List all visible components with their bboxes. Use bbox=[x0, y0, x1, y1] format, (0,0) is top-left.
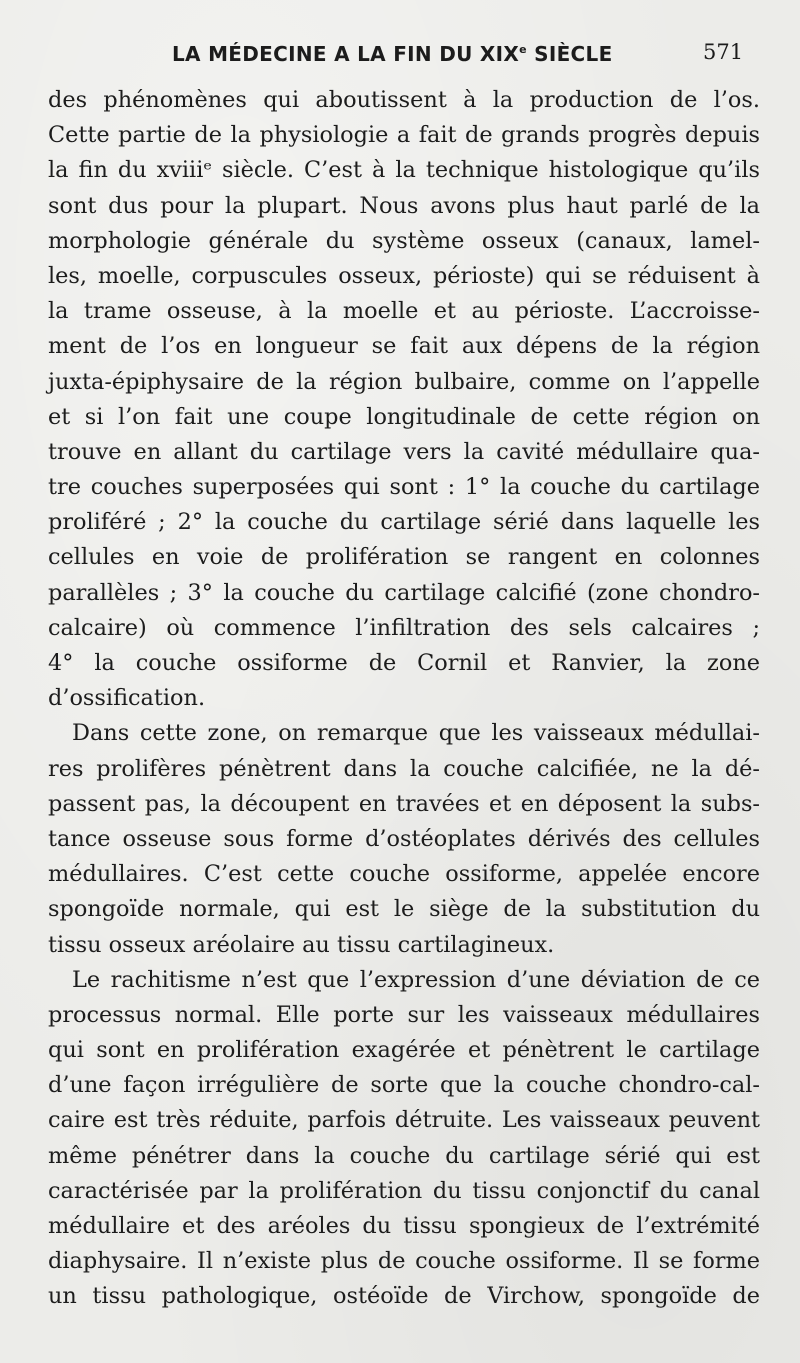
page-number: 571 bbox=[703, 40, 744, 64]
text-line: juxta-épiphysaire de la région bulbaire, comme on l’appelle bbox=[48, 368, 760, 395]
text-line: Le rachitisme n’est que l’expression d’une déviation de ce bbox=[72, 966, 760, 993]
text-line: d’une façon irrégulière de sorte que la couche chondro-cal- bbox=[48, 1072, 760, 1099]
text-line: tre couches superposées qui sont : 1° la couche du cartilage bbox=[48, 474, 760, 501]
text-line: la trame osseuse, à la moelle et au périoste. L’accroisse- bbox=[48, 298, 760, 325]
text-line: Dans cette zone, on remarque que les vaisseaux médullai- bbox=[72, 720, 760, 747]
text-line: les, moelle, corpuscules osseux, périoste) qui se réduisent à bbox=[48, 262, 760, 289]
text-line: un tissu pathologique, ostéoïde de Virchow, spongoïde de bbox=[48, 1283, 760, 1310]
paragraph-3 bbox=[48, 963, 760, 1315]
text-line: tissu osseux aréolaire au tissu cartilagineux. bbox=[48, 931, 555, 958]
text-line: passent pas, la découpent en travées et en déposent la subs- bbox=[48, 790, 760, 817]
running-title bbox=[172, 32, 613, 72]
paragraph-1 bbox=[48, 83, 760, 716]
text-line: morphologie générale du système osseux (canaux, lamel- bbox=[48, 227, 760, 254]
text-line: médullaires. C’est cette couche ossiforme, appelée encore bbox=[48, 861, 760, 888]
running-head bbox=[0, 32, 800, 68]
running-title-tail: SIÈCLE bbox=[526, 42, 613, 66]
text-line: proliféré ; 2° la couche du cartilage sérié dans laquelle les bbox=[48, 509, 760, 536]
text-line: caractérisée par la prolifération du tissu conjonctif du canal bbox=[48, 1177, 760, 1204]
text-line: calcaire) où commence l’infiltration des sels calcaires ; bbox=[48, 614, 760, 641]
text-line: des phénomènes qui aboutissent à la production de l’os. bbox=[48, 87, 760, 113]
text-line: qui sont en prolifération exagérée et pénètrent le cartilage bbox=[48, 1037, 760, 1064]
text-line: processus normal. Elle porte sur les vaisseaux médullaires bbox=[48, 1001, 760, 1028]
running-title-main: LA MÉDECINE A LA FIN DU XIX bbox=[172, 42, 520, 66]
text-line: d’ossification. bbox=[48, 685, 206, 712]
paragraph-2 bbox=[48, 716, 760, 962]
text-line: ment de l’os en longueur se fait aux dépens de la région bbox=[48, 333, 760, 360]
text-line: caire est très réduite, parfois détruite. Les vaisseaux peuvent bbox=[48, 1107, 760, 1134]
running-title-superscript: e bbox=[519, 43, 527, 56]
text-line: spongoïde normale, qui est le siège de la substitution du bbox=[48, 896, 760, 923]
text-line: même pénétrer dans la couche du cartilage sérié qui est bbox=[48, 1142, 760, 1169]
text-line: diaphysaire. Il n’existe plus de couche ossiforme. Il se forme bbox=[48, 1248, 760, 1275]
text-line: et si l’on fait une coupe longitudinale de cette région on bbox=[48, 403, 760, 430]
text-line: parallèles ; 3° la couche du cartilage calcifié (zone chondro- bbox=[48, 579, 760, 606]
text-line: sont dus pour la plupart. Nous avons plus haut parlé de la bbox=[48, 192, 760, 219]
body-text bbox=[48, 83, 760, 1315]
text-line: Cette partie de la physiologie a fait de grands progrès depuis bbox=[48, 122, 760, 149]
text-line: cellules en voie de prolifération se rangent en colonnes bbox=[48, 544, 760, 571]
text-line: tance osseuse sous forme d’ostéoplates dérivés des cellules bbox=[48, 825, 760, 852]
text-line: trouve en allant du cartilage vers la cavité médullaire qua- bbox=[48, 438, 760, 465]
text-line: res prolifères pénètrent dans la couche calcifiée, ne la dé- bbox=[48, 755, 760, 782]
text-line: la fin du xviiiᵉ siècle. C’est à la technique histologique qu’ils bbox=[48, 157, 760, 184]
text-line: médullaire et des aréoles du tissu spongieux de l’extrémité bbox=[48, 1213, 760, 1239]
text-line: 4° la couche ossiforme de Cornil et Ranvier, la zone bbox=[48, 650, 760, 676]
